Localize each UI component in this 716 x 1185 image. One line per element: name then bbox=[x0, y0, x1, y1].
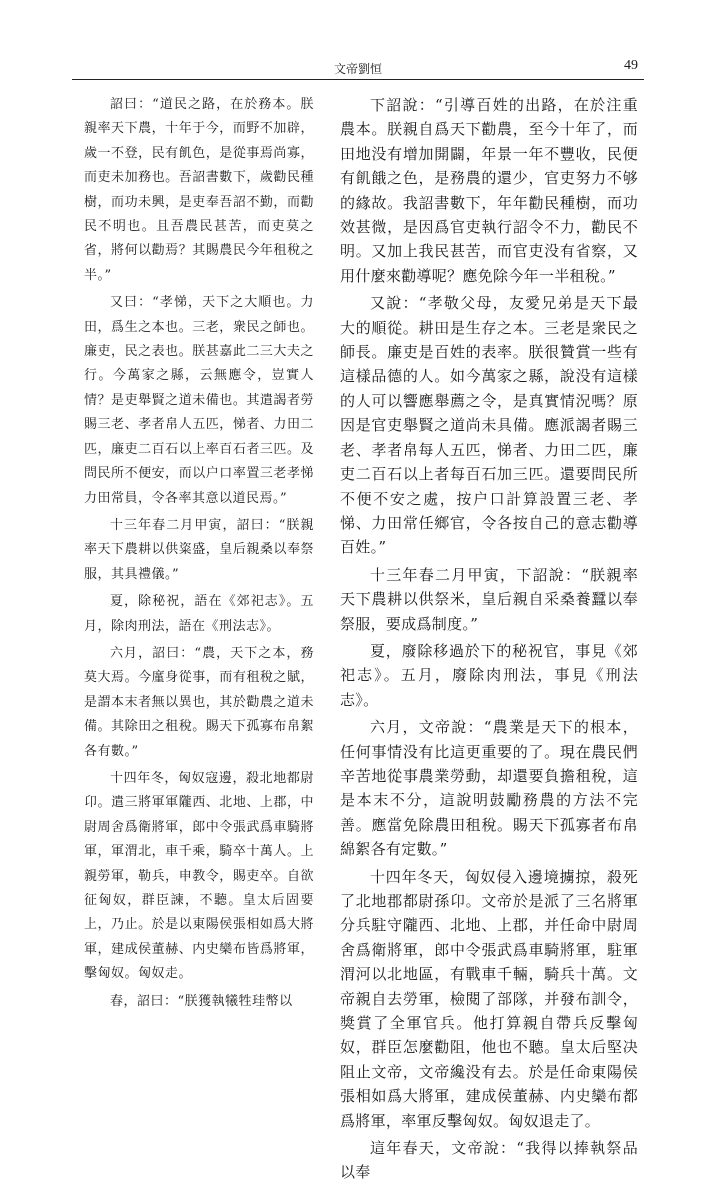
translation-paragraph: 又說：“孝敬父母，友愛兄弟是天下最大的順從。耕田是生存之本。三老是衆民之師長。廉吏是百姓的表率。朕很贊賞一些有這樣品德的人。如今萬家之縣，說没有這樣的人可以響應舉薦之令，是真實情況嗎？原因是官吏舉賢之道尚未具備。應派謁者賜三老、孝者帛每人五匹，悌者、力田二匹，廉吏二百石以上者每百石加三匹。還要問民所不便不安之處，按户口計算設置三老、孝悌、力田常任鄉官，令各按自己的意志勸導百姓。” bbox=[340, 294, 638, 557]
classical-paragraph: 夏，除秘祝，語在《郊祀志》。五月，除肉刑法，語在《刑法志》。 bbox=[84, 594, 314, 634]
classical-paragraph: 春，詔曰：“朕獲執犧牲珪幣以 bbox=[110, 993, 293, 1009]
classical-paragraph: 六月，詔曰：“農，天下之本，務莫大焉。今廑身從事，而有租稅之賦，是謂本末者無以異也，其於勸農之道未備。其除田之租稅。賜天下孤寡布帛絮各有數。” bbox=[84, 645, 314, 759]
header-rule bbox=[72, 79, 644, 80]
page-number: 49 bbox=[624, 58, 638, 73]
classical-paragraph: 十三年春二月甲寅，詔曰：“朕親率天下農耕以供粢盛，皇后親桑以奉祭服，其具禮儀。” bbox=[84, 517, 314, 582]
running-header bbox=[72, 58, 644, 78]
translation-paragraph: 夏，廢除移過於下的秘祝官，事見《郊祀志》。五月，廢除肉刑法，事見《刑法志》。 bbox=[340, 641, 638, 709]
classical-paragraph: 詔曰：“道民之路，在於務本。朕親率天下農，十年于今，而野不加辟，歲一不登，民有飢色，是從事焉尚寡，而吏未加務也。吾詔書數下，歲勸民種樹，而功未興，是吏奉吾詔不勤，而勸民不明也。且吾農民甚苦，而吏莫之省，將何以勸焉？其賜農民今年租稅之半。” bbox=[84, 97, 314, 283]
running-title: 文帝劉恒 bbox=[333, 62, 382, 76]
translation-paragraph: 十四年冬天，匈奴侵入邊境擄掠，殺死了北地郡都尉孫卬。文帝於是派了三名將軍分兵駐守隴西、北地、上郡，并任命中尉周舍爲衛將軍，郎中令張武爲車騎將軍，駐軍渭河以北地區，有戰車千輛，騎兵十萬。文帝親自去勞軍，檢閱了部隊，并發布訓令，獎賞了全軍官兵。他打算親自帶兵反擊匈奴，群臣怎麼勸阻，他也不聽。皇太后堅决阻止文帝，文帝纔没有去。於是任命東陽侯張相如爲大將軍，建成侯董赫、内史欒布都爲將軍，率軍反擊匈奴。匈奴退走了。 bbox=[340, 867, 638, 1130]
classical-text-column bbox=[84, 93, 314, 1014]
translation-column bbox=[340, 93, 638, 1185]
classical-paragraph: 十四年冬，匈奴寇邊，殺北地都尉卬。遣三將軍軍隴西、北地、上郡，中尉周舍爲衛將軍，郎中令張武爲車騎將軍，軍渭北，車千乘，騎卒十萬人。上親勞軍，勒兵，申教令，賜吏卒。自欲征匈奴，群臣諫，不聽。皇太后固要上，乃止。於是以東陽侯張相如爲大將軍，建成侯董赫、内史欒布皆爲將軍，擊匈奴。匈奴走。 bbox=[84, 770, 314, 982]
translation-paragraph: 十三年春二月甲寅，下詔說：“朕親率天下農耕以供祭米，皇后親自采桑養蠶以奉祭服，要成爲制度。” bbox=[340, 565, 638, 633]
translation-paragraph: 六月，文帝說：“農業是天下的根本，任何事情没有比這更重要的了。現在農民們辛苦地從事農業勞動，却還要負擔租稅，這是本末不分，這說明鼓勵務農的方法不完善。應當免除農田租稅。賜天下孤寡者布帛綿絮各有定數。” bbox=[340, 718, 638, 859]
translation-paragraph: 下詔說：“引導百姓的出路，在於注重農本。朕親自爲天下勸農，至今十年了，而田地没有增加開闢，年景一年不豐收，民便有飢餓之色，是務農的還少，官吏努力不够的緣故。我詔書數下，年年勸民種樹，而功效甚微，是因爲官吏執行詔令不力，勸民不明。又加上我民甚苦，而官吏没有省察，又用什麼來勸導呢？應免除今年一半租稅。” bbox=[340, 96, 638, 285]
classical-paragraph: 又曰：“孝悌，天下之大順也。力田，爲生之本也。三老，衆民之師也。廉吏，民之表也。朕甚嘉此二三大夫之行。今萬家之縣，云無應令，豈實人情？是吏舉賢之道未備也。其遣謁者勞賜三老、孝者帛人五匹，悌者、力田二匹，廉吏二百石以上率百石者三匹。及問民所不便安，而以户口率置三老孝悌力田常員，令各率其意以道民焉。” bbox=[84, 295, 314, 506]
translation-paragraph: 這年春天，文帝說：“我得以捧執祭品以奉 bbox=[340, 1139, 638, 1182]
